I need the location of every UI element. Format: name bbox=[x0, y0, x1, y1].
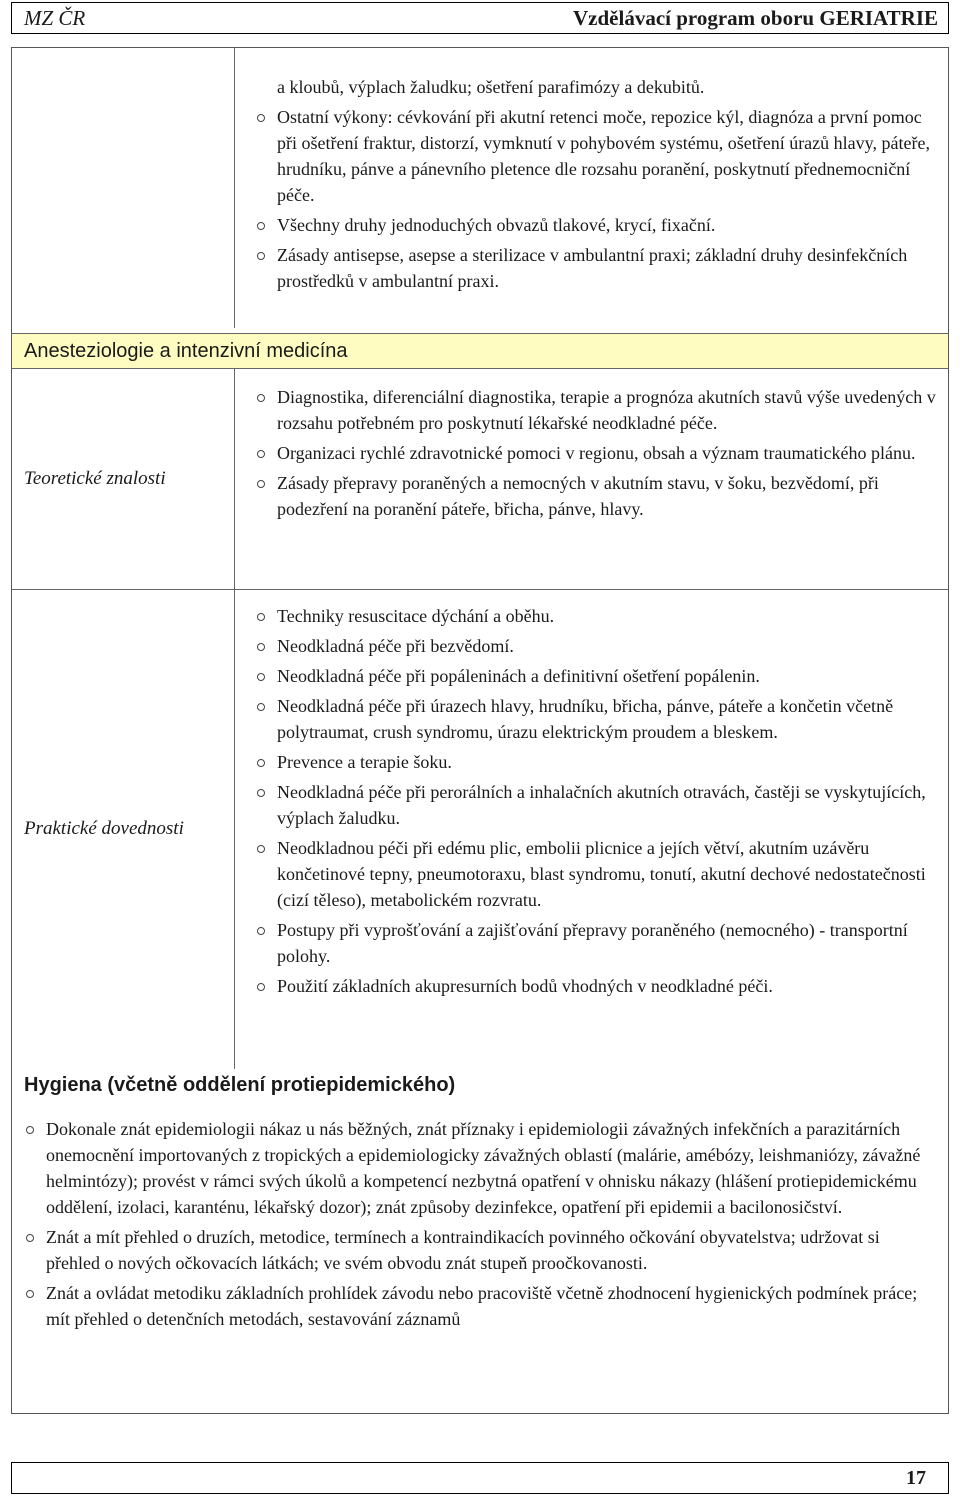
list-item: Postupy při vyprošťování a zajišťování přepravy poraněného (nemocného) - transportní polohy. bbox=[257, 917, 940, 969]
list-item: Ostatní výkony: cévkování při akutní retenci moče, repozice kýl, diagnóza a první pomoc při ošetření fraktur, distorzí, vymknutí v pohybovém systému, ošetření úrazů hlavy, páteře, hrudníku, pánve a pánevního pletence dle rozsahu poranění, poskytnutí přednemocniční péče. bbox=[257, 104, 940, 208]
list-item: Všechny druhy jednoduchých obvazů tlakové, krycí, fixační. bbox=[257, 212, 940, 238]
continuation-text: a kloubů, výplach žaludku; ošetření parafimózy a dekubitů. bbox=[277, 77, 705, 97]
top-left-cell bbox=[12, 48, 235, 328]
list-item: Neodkladná péče při úrazech hlavy, hrudníku, břicha, pánve, páteře a končetin včetně polytraumat, crush syndromu, úrazu elektrickým proudem a bleskem. bbox=[257, 693, 940, 745]
list-item: Diagnostika, diferenciální diagnostika, terapie a prognóza akutních stavů výše uvedených v rozsahu potřebném pro poskytnutí lékařské neodkladné péče. bbox=[257, 384, 940, 436]
teoreticke-label: Teoretické znalosti bbox=[12, 369, 235, 589]
list-item: Znát a ovládat metodiku základních prohlídek závodu nebo pracoviště včetně zhodnocení hygienických podmínek práce; mít přehled o detenčních metodách, sestavování záznamů bbox=[26, 1280, 938, 1332]
section-hygiena: Hygiena (včetně oddělení protiepidemického) bbox=[24, 1074, 456, 1096]
list-item: Dokonale znát epidemiologii nákaz u nás běžných, znát příznaky i epidemiologii závažných infekčních a parazitárních onemocnění importovaných z tropických a epidemiologicky závažných oblastí (malárie, amébózy, leishmaniózy, závažné helmintózy); provést v rámci svých úkolů a kompetencí nezbytná opatření v ohnisku nákazy (hlášení protiepidemickému oddělení, izolaci, karanténu, lékařský dozor); znát způsoby dezinfekce, opatření při epidemii a bacilonosičství. bbox=[26, 1116, 938, 1220]
list-item: Neodkladná péče při bezvědomí. bbox=[257, 633, 940, 659]
header-ministry: MZ ČR bbox=[24, 5, 86, 30]
content-table bbox=[11, 47, 949, 1414]
teoreticke-list bbox=[257, 384, 940, 522]
page-header bbox=[11, 2, 949, 34]
prakticke-list bbox=[257, 603, 940, 999]
top-right-cell bbox=[235, 48, 948, 328]
prakticke-label: Praktické dovednosti bbox=[12, 589, 235, 1069]
list-item: Neodkladnou péči při edému plic, embolii plicnice a jejích větví, akutním uzávěru končetinové tepny, pneumotoraxu, blast syndromu, tonutí, akutní dechové nedostatečnosti (cizí těleso), metabolickém rozvratu. bbox=[257, 835, 940, 913]
prakticke-row bbox=[12, 589, 948, 1069]
list-item: Neodkladná péče při perorálních a inhalačních akutních otravách, častěji se vyskytujících, výplach žaludku. bbox=[257, 779, 940, 831]
list-item: Organizaci rychlé zdravotnické pomoci v regionu, obsah a význam traumatického plánu. bbox=[257, 440, 940, 466]
list-item: Použití základních akupresurních bodů vhodných v neodkladné péči. bbox=[257, 973, 940, 999]
page-footer bbox=[11, 1462, 949, 1494]
prakticke-content bbox=[235, 589, 948, 1069]
hygiena-content bbox=[26, 1116, 938, 1336]
section-anesteziologie: Anesteziologie a intenzivní medicína bbox=[12, 333, 948, 369]
list-item: Znát a mít přehled o druzích, metodice, termínech a kontraindikacích povinného očkování obyvatelstva; udržovat si přehled o nových očkovacích látkách; ve svém obvodu znát stupeň proočkovanosti. bbox=[26, 1224, 938, 1276]
header-program-title: Vzdělávací program oboru GERIATRIE bbox=[573, 5, 938, 30]
teoreticke-row bbox=[12, 369, 948, 590]
list-item: Zásady antisepse, asepse a sterilizace v ambulantní praxi; základní druhy desinfekčních prostředků v ambulantní praxi. bbox=[257, 242, 940, 294]
list-item: Techniky resuscitace dýchání a oběhu. bbox=[257, 603, 940, 629]
hygiena-list bbox=[26, 1116, 938, 1332]
list-item: Neodkladná péče při popáleninách a definitivní ošetření popálenin. bbox=[257, 663, 940, 689]
top-list bbox=[257, 104, 940, 294]
teoreticke-content bbox=[235, 369, 948, 589]
list-item: Zásady přepravy poraněných a nemocných v akutním stavu, v šoku, bezvědomí, při podezření na poranění páteře, břicha, pánve, hlavy. bbox=[257, 470, 940, 522]
page-number: 17 bbox=[906, 1466, 926, 1489]
list-item: Prevence a terapie šoku. bbox=[257, 749, 940, 775]
top-row bbox=[12, 48, 948, 328]
